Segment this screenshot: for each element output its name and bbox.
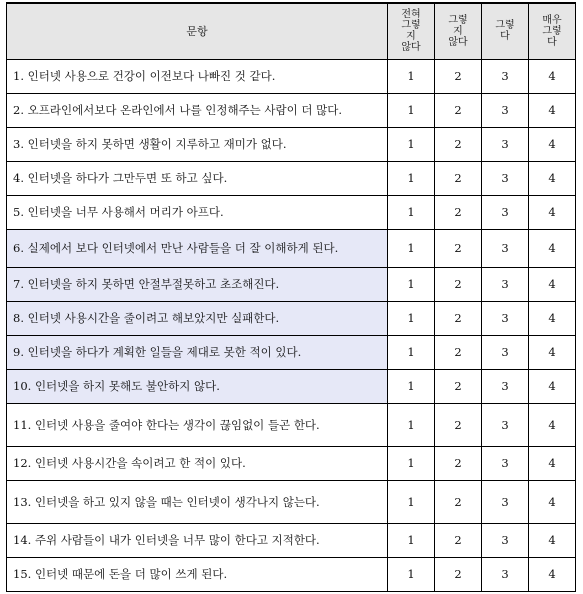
option-cell-disagree: 2 [435, 403, 482, 446]
survey-row [7, 557, 576, 591]
option-cell-agree: 3 [482, 335, 529, 369]
option-cell-disagree: 2 [435, 161, 482, 195]
header-line: 다 [500, 31, 510, 43]
option-cell-strongly-agree: 4 [529, 93, 576, 127]
question-text: 8. 인터넷 사용시간을 줄이려고 해보았지만 실패한다. [7, 301, 388, 335]
survey-row [7, 93, 576, 127]
option-cell-agree: 3 [482, 267, 529, 301]
survey-container [6, 2, 576, 592]
question-text: 9. 인터넷을 하다가 계획한 일들을 제대로 못한 적이 있다. [7, 335, 388, 369]
option-cell-strongly-agree: 4 [529, 557, 576, 591]
option-header-strongly-agree [529, 3, 576, 59]
question-text: 14. 주위 사람들이 내가 인터넷을 너무 많이 한다고 지적한다. [7, 523, 388, 557]
survey-row [7, 480, 576, 523]
option-cell-strongly-agree: 4 [529, 301, 576, 335]
header-line: 않다 [448, 36, 468, 48]
option-cell-agree: 3 [482, 127, 529, 161]
option-cell-disagree: 2 [435, 446, 482, 480]
header-line: 전혀 [401, 9, 421, 21]
survey-row [7, 127, 576, 161]
option-cell-disagree: 2 [435, 127, 482, 161]
question-text: 2. 오프라인에서보다 온라인에서 나를 인정해주는 사람이 더 많다. [7, 93, 388, 127]
option-cell-agree: 3 [482, 59, 529, 93]
option-cell-disagree: 2 [435, 369, 482, 403]
option-cell-strongly-disagree: 1 [388, 195, 435, 229]
option-cell-strongly-disagree: 1 [388, 93, 435, 127]
header-line: 지 [406, 31, 416, 43]
option-cell-agree: 3 [482, 369, 529, 403]
option-cell-agree: 3 [482, 195, 529, 229]
survey-row [7, 369, 576, 403]
question-text: 7. 인터넷을 하지 못하면 안절부절못하고 초조해진다. [7, 267, 388, 301]
option-cell-agree: 3 [482, 557, 529, 591]
option-cell-strongly-disagree: 1 [388, 446, 435, 480]
option-cell-agree: 3 [482, 301, 529, 335]
option-cell-agree: 3 [482, 446, 529, 480]
option-cell-strongly-disagree: 1 [388, 267, 435, 301]
header-row [7, 3, 576, 59]
survey-row [7, 229, 576, 267]
header-line: 그렇 [495, 20, 515, 32]
option-cell-agree: 3 [482, 161, 529, 195]
option-cell-strongly-agree: 4 [529, 195, 576, 229]
option-cell-strongly-agree: 4 [529, 403, 576, 446]
option-cell-strongly-agree: 4 [529, 480, 576, 523]
header-line: 다 [547, 36, 557, 48]
option-header-agree [482, 3, 529, 59]
option-cell-strongly-disagree: 1 [388, 161, 435, 195]
header-line: 매우 [542, 14, 562, 26]
option-cell-disagree: 2 [435, 480, 482, 523]
question-text: 3. 인터넷을 하지 못하면 생활이 지루하고 재미가 없다. [7, 127, 388, 161]
option-cell-disagree: 2 [435, 93, 482, 127]
option-cell-agree: 3 [482, 93, 529, 127]
option-cell-strongly-agree: 4 [529, 267, 576, 301]
option-cell-disagree: 2 [435, 301, 482, 335]
question-text: 10. 인터넷을 하지 못해도 불안하지 않다. [7, 369, 388, 403]
option-cell-disagree: 2 [435, 557, 482, 591]
option-cell-strongly-disagree: 1 [388, 127, 435, 161]
option-cell-agree: 3 [482, 480, 529, 523]
option-cell-agree: 3 [482, 523, 529, 557]
header-line: 그렇 [401, 20, 421, 32]
header-line: 않다 [401, 42, 421, 54]
header-line: 지 [453, 25, 463, 37]
option-cell-disagree: 2 [435, 523, 482, 557]
question-text: 13. 인터넷을 하고 있지 않을 때는 인터넷이 생각나지 않는다. [7, 480, 388, 523]
option-cell-strongly-agree: 4 [529, 229, 576, 267]
option-cell-strongly-disagree: 1 [388, 403, 435, 446]
option-cell-disagree: 2 [435, 267, 482, 301]
question-text: 12. 인터넷 사용시간을 속이려고 한 적이 있다. [7, 446, 388, 480]
option-cell-strongly-disagree: 1 [388, 229, 435, 267]
question-text: 15. 인터넷 때문에 돈을 더 많이 쓰게 된다. [7, 557, 388, 591]
question-text: 5. 인터넷을 너무 사용해서 머리가 아프다. [7, 195, 388, 229]
option-cell-disagree: 2 [435, 229, 482, 267]
option-cell-strongly-disagree: 1 [388, 523, 435, 557]
question-text: 6. 실제에서 보다 인터넷에서 만난 사람들을 더 잘 이해하게 된다. [7, 229, 388, 267]
survey-row [7, 161, 576, 195]
option-cell-strongly-disagree: 1 [388, 301, 435, 335]
header-line: 그렇 [448, 14, 468, 26]
option-cell-disagree: 2 [435, 195, 482, 229]
survey-row [7, 301, 576, 335]
question-text: 11. 인터넷 사용을 줄여야 한다는 생각이 끊임없이 들곤 한다. [7, 403, 388, 446]
survey-row [7, 403, 576, 446]
option-cell-strongly-agree: 4 [529, 127, 576, 161]
question-text: 4. 인터넷을 하다가 그만두면 또 하고 싶다. [7, 161, 388, 195]
option-cell-strongly-agree: 4 [529, 523, 576, 557]
option-cell-strongly-agree: 4 [529, 161, 576, 195]
option-cell-agree: 3 [482, 229, 529, 267]
option-cell-disagree: 2 [435, 335, 482, 369]
option-header-strongly-disagree [388, 3, 435, 59]
option-cell-strongly-agree: 4 [529, 369, 576, 403]
option-cell-strongly-disagree: 1 [388, 557, 435, 591]
option-cell-disagree: 2 [435, 59, 482, 93]
option-cell-strongly-disagree: 1 [388, 335, 435, 369]
survey-row [7, 267, 576, 301]
question-text: 1. 인터넷 사용으로 건강이 이전보다 나빠진 것 같다. [7, 59, 388, 93]
survey-row [7, 446, 576, 480]
option-cell-strongly-agree: 4 [529, 335, 576, 369]
option-cell-strongly-disagree: 1 [388, 369, 435, 403]
header-line: 그렇 [542, 25, 562, 37]
survey-table [6, 2, 576, 592]
survey-row [7, 523, 576, 557]
option-header-disagree [435, 3, 482, 59]
option-cell-strongly-disagree: 1 [388, 480, 435, 523]
survey-row [7, 59, 576, 93]
option-cell-strongly-disagree: 1 [388, 59, 435, 93]
survey-row [7, 335, 576, 369]
option-cell-agree: 3 [482, 403, 529, 446]
question-column-header: 문항 [7, 3, 388, 59]
option-cell-strongly-agree: 4 [529, 59, 576, 93]
survey-row [7, 195, 576, 229]
option-cell-strongly-agree: 4 [529, 446, 576, 480]
